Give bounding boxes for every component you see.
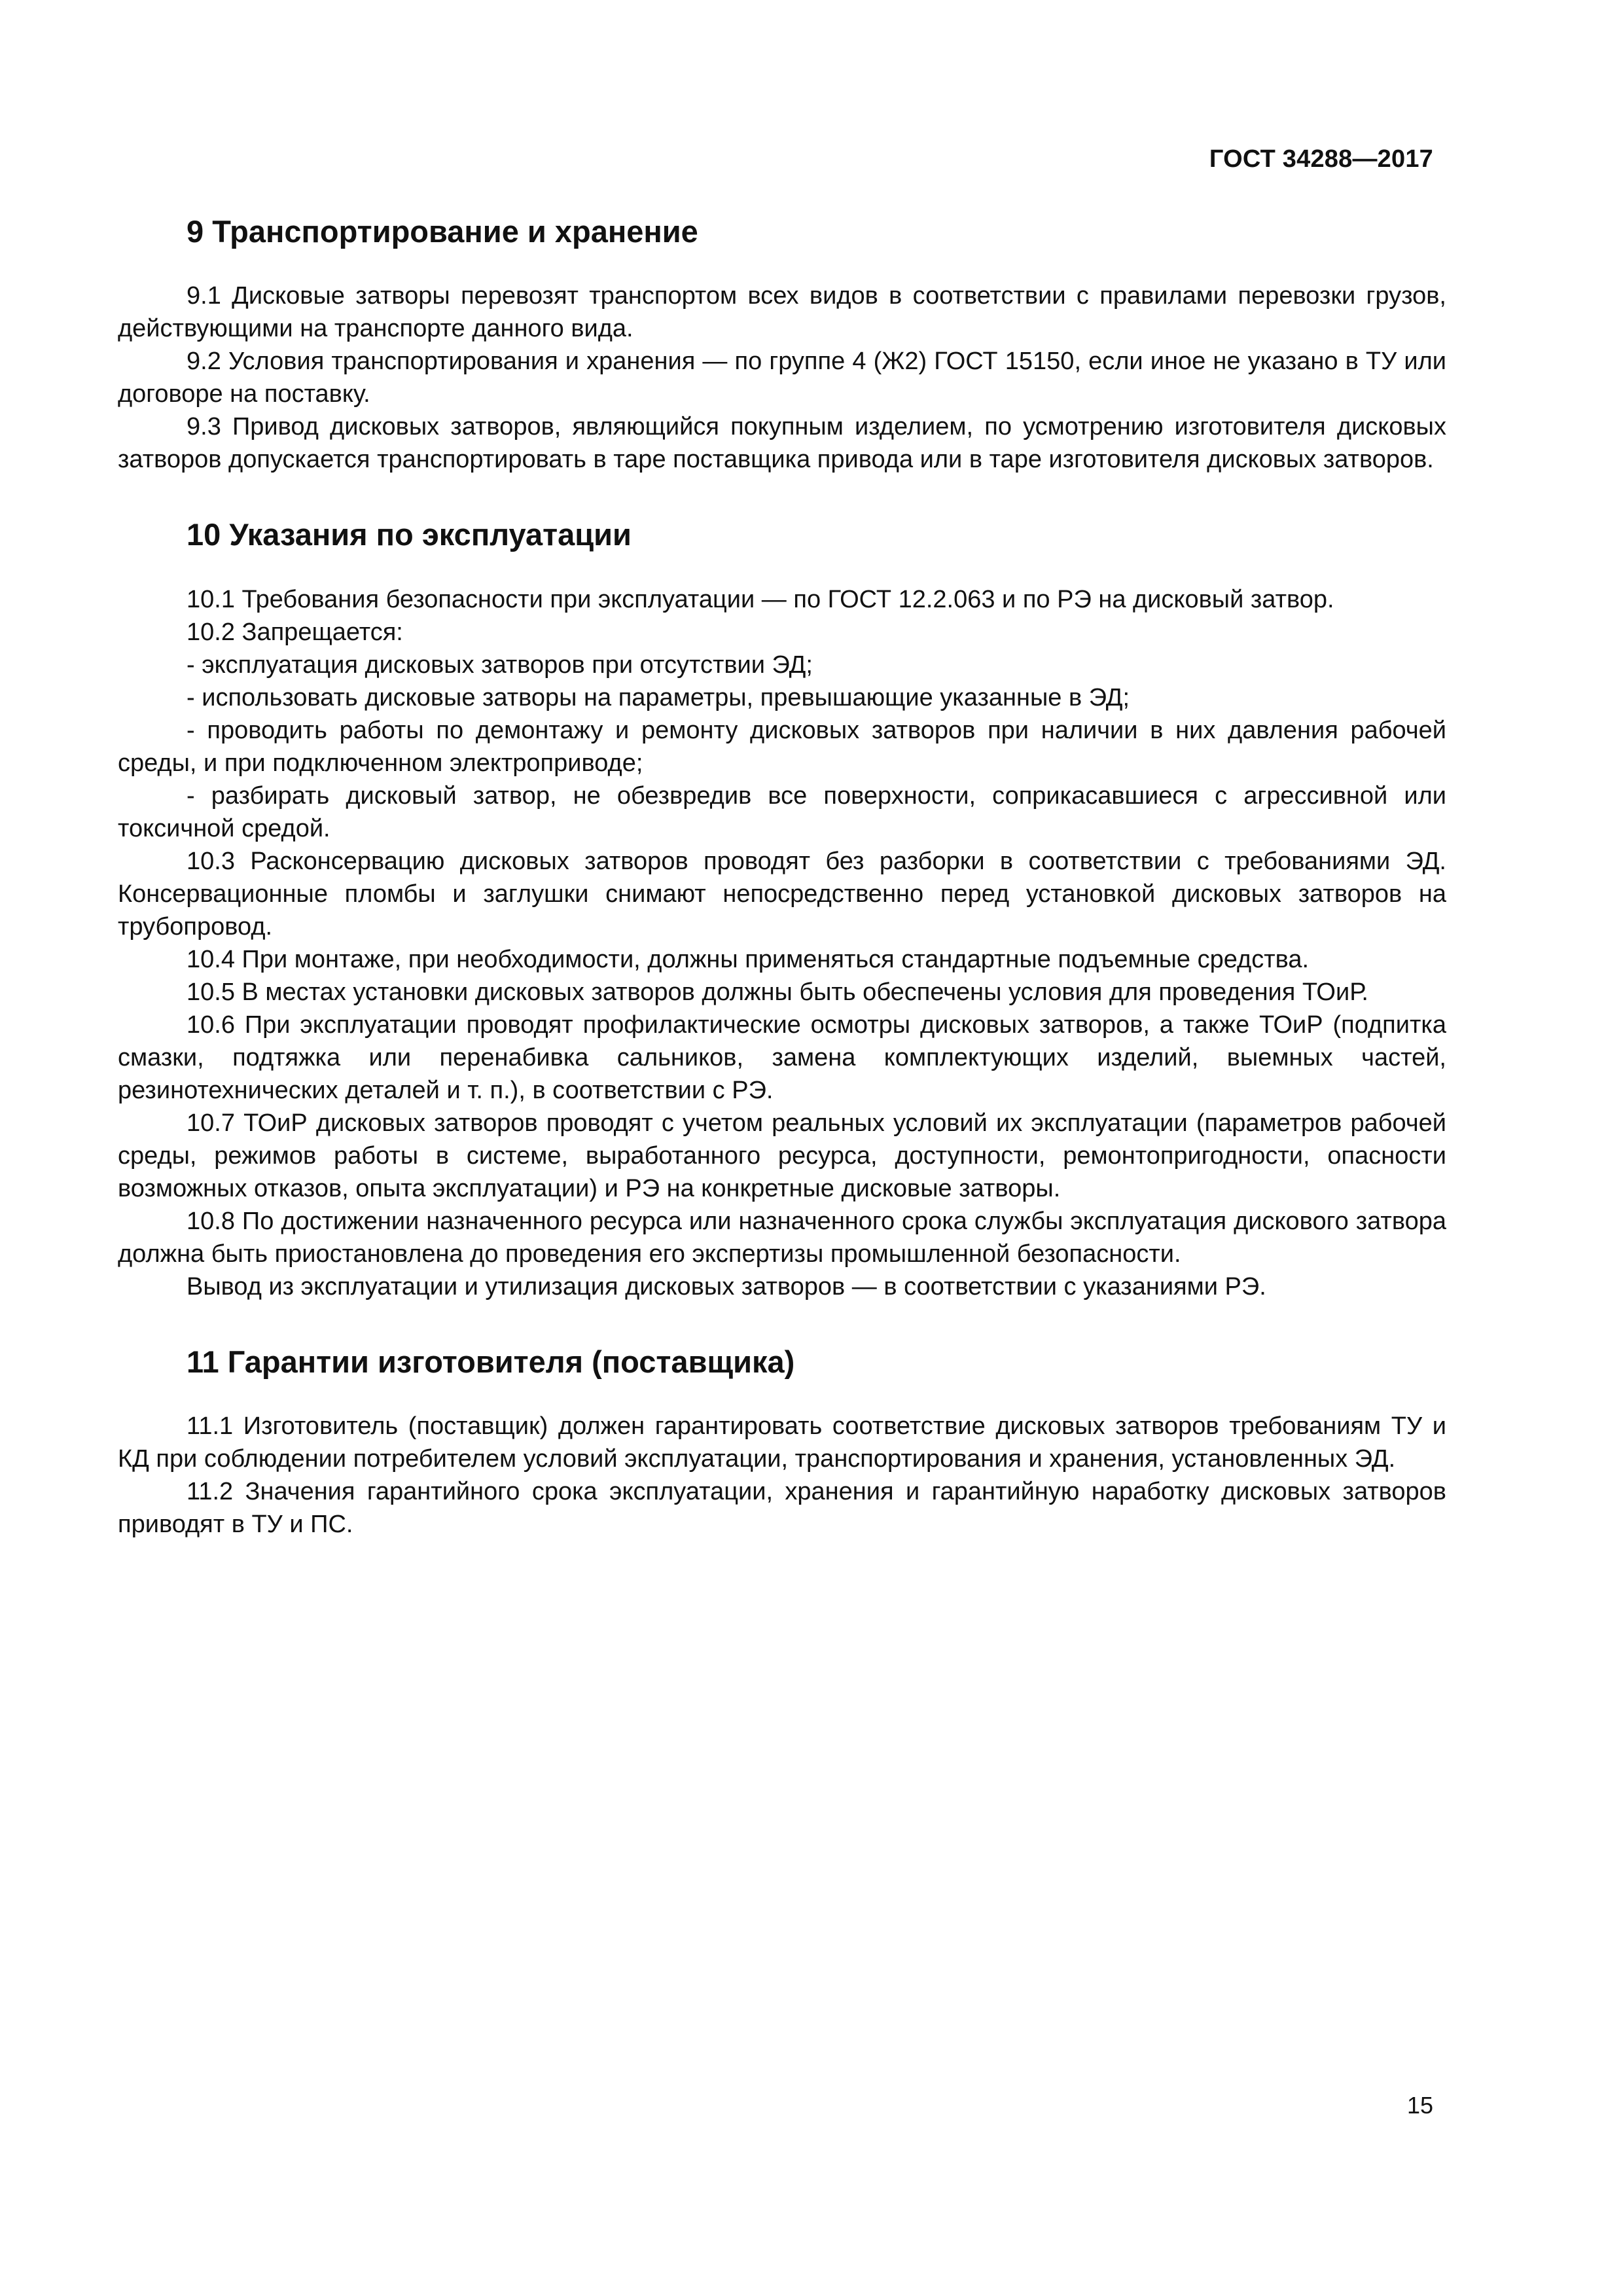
paragraph: 10.1 Требования безопасности при эксплуатации — по ГОСТ 12.2.063 и по РЭ на дисковый затвор. [187,585,1334,613]
paragraph: Вывод из эксплуатации и утилизация дисковых затворов — в соответствии с указаниями РЭ. [187,1272,1266,1300]
section-operation-instructions [118,516,1446,1302]
section-title: 10 Указания по эксплуатации [187,517,632,552]
paragraph: 10.2 Запрещается: [187,618,403,646]
paragraph: 9.1 Дисковые затворы перевозят транспортом всех видов в соответствии с правилами перевозки грузов, действующими на транспорте данного вида. [118,282,1446,343]
section-manufacturer-warranty [118,1344,1446,1541]
list-item: - разбирать дисковый затвор, не обезвредив все поверхности, соприкасавшиеся с агрессивной или токсичной средой. [118,781,1446,842]
paragraph: 10.5 В местах установки дисковых затворов должны быть обеспечены условия для проведения ТОиР. [187,978,1368,1006]
list-item: - использовать дисковые затворы на параметры, превышающие указанные в ЭД; [187,683,1130,711]
paragraph: 10.4 При монтаже, при необходимости, должны применяться стандартные подъемные средства. [187,945,1310,973]
section-transport-storage [118,213,1446,476]
section-title: 9 Транспортирование и хранение [187,214,698,249]
paragraph: 10.7 ТОиР дисковых затворов проводят с учетом реальных условий их эксплуатации (параметров рабочей среды, режимов работы в системе, выработанного ресурса, доступности, ремонтопригодности, опасности возможных отказов, опыта эксплуатации) и РЭ на конкретные дисковые затворы. [118,1109,1446,1202]
list-item: - эксплуатация дисковых затворов при отсутствии ЭД; [187,651,813,679]
paragraph: 11.1 Изготовитель (поставщик) должен гарантировать соответствие дисковых затворов требованиям ТУ и КД при соблюдении потребителем условий эксплуатации, транспортирования и хранения, установленных ЭД. [118,1412,1446,1473]
paragraph: 10.3 Расконсервацию дисковых затворов проводят без разборки в соответствии с требованиями ЭД. Консервационные пломбы и заглушки снимают непосредственно перед установкой дисковых затворов на трубопровод. [118,847,1446,941]
document-code: ГОСТ 34288—2017 [1209,145,1433,173]
document-body [118,213,1446,1541]
list-item: - проводить работы по демонтажу и ремонту дисковых затворов при наличии в них давления рабочей среды, и при подключенном электроприводе; [118,716,1446,777]
page-number: 15 [1406,2092,1433,2119]
paragraph: 10.8 По достижении назначенного ресурса или назначенного срока службы эксплуатация дискового затвора должна быть приостановлена до проведения его экспертизы промышленной безопасности. [118,1207,1446,1268]
paragraph: 9.3 Привод дисковых затворов, являющийся покупным изделием, по усмотрению изготовителя дисковых затворов допускается транспортировать в таре поставщика привода или в таре изготовителя дисковых затворов. [118,413,1446,474]
section-title: 11 Гарантии изготовителя (поставщика) [187,1344,795,1379]
paragraph: 9.2 Условия транспортирования и хранения — по группе 4 (Ж2) ГОСТ 15150, если иное не указано в ТУ или договоре на поставку. [118,348,1446,408]
paragraph: 10.6 При эксплуатации проводят профилактические осмотры дисковых затворов, а также ТОиР (подпитка смазки, подтяжка или перенабивка сальников, замена комплектующих изделий, выемных частей, резинотехнических деталей и т. п.), в соответствии с РЭ. [118,1011,1446,1104]
paragraph: 11.2 Значения гарантийного срока эксплуатации, хранения и гарантийную наработку дисковых затворов приводят в ТУ и ПС. [118,1478,1446,1539]
